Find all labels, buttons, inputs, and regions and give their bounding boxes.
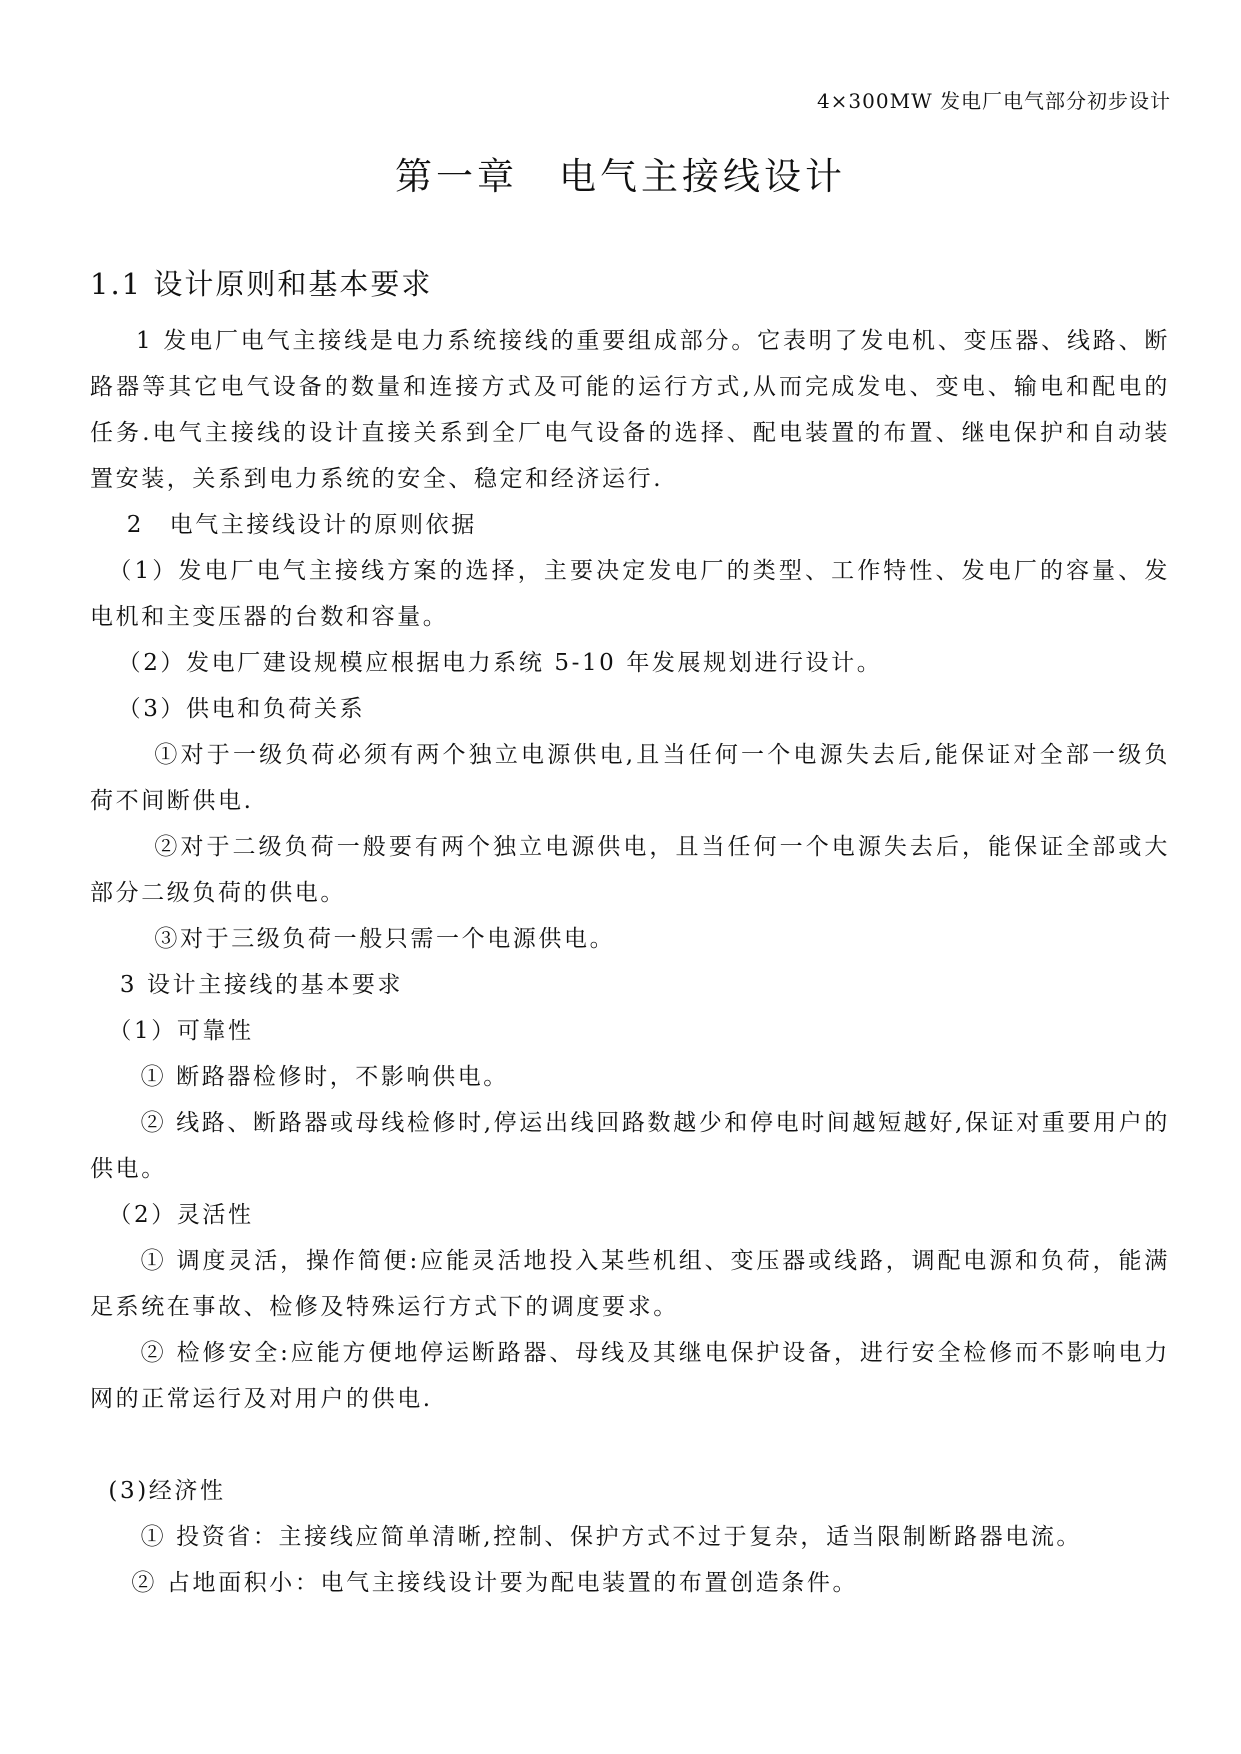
paragraph: ①对于一级负荷必须有两个独立电源供电,且当任何一个电源失去后,能保证对全部一级负荷不间断供电. xyxy=(90,742,1170,814)
paragraph: ② 占地面积小：电气主接线设计要为配电装置的布置创造条件。 xyxy=(131,1570,859,1596)
section-heading: 1.1 设计原则和基本要求 xyxy=(90,267,433,301)
paragraph: ① 调度灵活，操作简便:应能灵活地投入某些机组、变压器或线路，调配电源和负荷，能满足系统在事故、检修及特殊运行方式下的调度要求。 xyxy=(90,1248,1170,1320)
paragraph: ① 断路器检修时，不影响供电。 xyxy=(140,1064,509,1090)
paragraph: （2）发电厂建设规模应根据电力系统 5-10 年发展规划进行设计。 xyxy=(117,650,883,676)
paragraph: ② 线路、断路器或母线检修时,停运出线回路数越少和停电时间越短越好,保证对重要用户的供电。 xyxy=(90,1110,1170,1182)
paragraph: （3）供电和负荷关系 xyxy=(117,696,366,722)
chapter-title: 第一章 电气主接线设计 xyxy=(395,155,846,198)
paragraph: ① 投资省：主接线应简单清晰,控制、保护方式不过于复杂，适当限制断路器电流。 xyxy=(140,1524,1083,1550)
paragraph: ②对于二级负荷一般要有两个独立电源供电，且当任何一个电源失去后，能保证全部或大部分二级负荷的供电。 xyxy=(90,834,1170,906)
paragraph: （1）发电厂电气主接线方案的选择，主要决定发电厂的类型、工作特性、发电厂的容量、发电机和主变压器的台数和容量。 xyxy=(90,558,1170,630)
paragraph: ③对于三级负荷一般只需一个电源供电。 xyxy=(154,926,616,952)
paragraph: 2 电气主接线设计的原则依据 xyxy=(126,512,477,538)
paragraph-gap xyxy=(90,1422,1170,1468)
body-text xyxy=(90,318,1170,1606)
paragraph: (3)经济性 xyxy=(108,1478,226,1504)
paragraph: （2）灵活性 xyxy=(108,1202,254,1228)
paragraph: （1）可靠性 xyxy=(108,1018,254,1044)
paragraph: 3 设计主接线的基本要求 xyxy=(119,972,404,998)
running-header: 4×300MW 发电厂电气部分初步设计 xyxy=(816,89,1171,113)
paragraph: ② 检修安全:应能方便地停运断路器、母线及其继电保护设备，进行安全检修而不影响电力网的正常运行及对用户的供电. xyxy=(90,1340,1170,1412)
paragraph: 1 发电厂电气主接线是电力系统接线的重要组成部分。它表明了发电机、变压器、线路、断路器等其它电气设备的数量和连接方式及可能的运行方式,从而完成发电、变电、输电和配电的任务.电气主接线的设计直接关系到全厂电气设备的选择、配电装置的布置、继电保护和自动装置安装，关系到电力系统的安全、稳定和经济运行. xyxy=(90,328,1170,492)
